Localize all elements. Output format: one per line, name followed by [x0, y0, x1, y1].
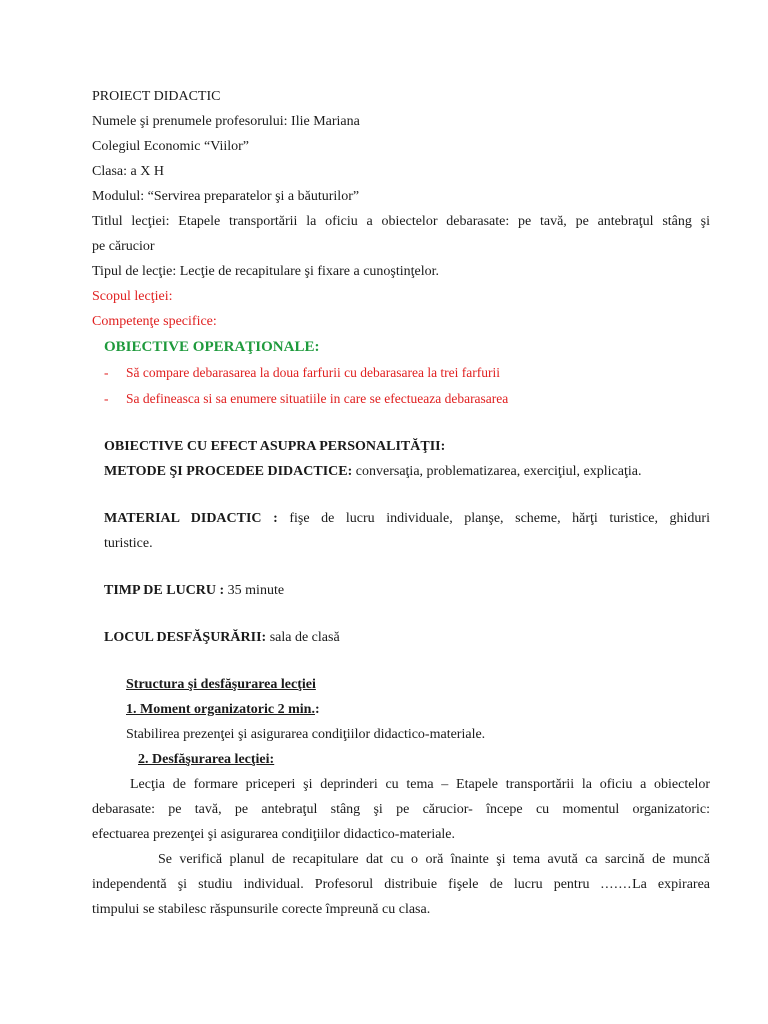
time-line	[104, 578, 710, 603]
bullet-dash: -	[104, 391, 109, 406]
lesson-title-line-1: Titlul lecţiei: Etapele transportării la oficiu a obiectelor debarasate: pe tavă, pe antebraţul stâng şi	[92, 214, 710, 229]
personality-objectives-label: OBIECTIVE CU EFECT ASUPRA PERSONALITĂŢII:	[104, 439, 446, 454]
paragraph-2-line-2-a: independentă şi studiu individual. Profesorul distribuie fişele de lucru pentru	[92, 877, 601, 892]
lesson-details	[92, 434, 710, 650]
paragraph-2-line-1: Se verifică planul de recapitulare dat cu o oră înainte şi tema avută ca sarcină de muncă	[158, 852, 710, 867]
objective-item	[104, 360, 710, 386]
methods-line	[104, 459, 710, 484]
material-line	[104, 506, 710, 531]
paragraph-2-dots: .......	[600, 877, 633, 892]
paragraph-2-line-2	[92, 872, 710, 897]
objective-text: Sa defineasca si sa enumere situatiile in care se efectueaza debarasarea	[126, 391, 509, 406]
operational-objectives-title: OBIECTIVE OPERAŢIONALE:	[104, 339, 320, 355]
objective-text: Să compare debarasarea la doua farfurii cu debarasarea la trei farfurii	[126, 365, 501, 380]
material-label: MATERIAL DIDACTIC :	[104, 511, 278, 526]
document-title: PROIECT DIDACTIC	[92, 89, 221, 104]
lesson-structure	[92, 672, 710, 922]
paragraph-2-line-3: timpului se stabilesc răspunsurile corecte împreună cu clasa.	[92, 902, 431, 917]
material-value-2: turistice.	[104, 536, 153, 551]
module-name: Modulul: “Servirea preparatelor şi a băuturilor”	[92, 189, 360, 204]
specific-competences: Competenţe specifice:	[92, 314, 217, 329]
lesson-type: Tipul de lecţie: Lecţie de recapitulare şi fixare a cunoştinţelor.	[92, 264, 440, 279]
material-value-1: fişe de lucru individuale, planşe, scheme, hărţi turistice, ghiduri	[277, 511, 710, 526]
bullet-dash: -	[104, 365, 109, 380]
step-1-text: Stabilirea prezenţei şi asigurarea condiţiilor didactico-materiale.	[126, 727, 486, 742]
step-1-colon: :	[314, 702, 320, 717]
place-line	[104, 625, 710, 650]
methods-value: conversaţia, problematizarea, exerciţiul, explicaţia.	[352, 464, 642, 479]
paragraph-1-line-3: efectuarea prezenţei şi asigurarea condiţiilor didactico-materiale.	[92, 827, 456, 842]
step-2-title: 2. Desfăşurarea lecţiei:	[138, 752, 275, 767]
class-name: Clasa: a X H	[92, 164, 164, 179]
paragraph-2-line-2-b: La expirarea	[632, 877, 710, 892]
paragraph-1-line-2: debarasate: pe tavă, pe antebraţul stâng şi pe cărucior- începe cu momentul organizatoric:	[92, 802, 710, 817]
step-1-heading	[126, 697, 710, 722]
lesson-title-line-2: pe cărucior	[92, 239, 155, 254]
structure-title: Structura şi desfăşurarea lecţiei	[126, 677, 316, 692]
methods-label: METODE ŞI PROCEDEE DIDACTICE:	[104, 464, 353, 479]
paragraph-1-line-1: Lecţia de formare priceperi şi deprinderi cu tema – Etapele transportării la oficiu a obiectelor	[130, 777, 710, 792]
lesson-scope: Scopul lecţiei:	[92, 289, 173, 304]
time-label: TIMP DE LUCRU :	[104, 583, 225, 598]
time-value: 35 minute	[224, 583, 285, 598]
step-1-title: 1. Moment organizatoric 2 min.	[126, 702, 315, 717]
place-value: sala de clasă	[266, 630, 340, 645]
operational-objectives	[92, 334, 710, 412]
objective-item	[104, 386, 710, 412]
teacher-name: Numele şi prenumele profesorului: Ilie Mariana	[92, 114, 360, 129]
school-name: Colegiul Economic “Viilor”	[92, 139, 250, 154]
place-label: LOCUL DESFĂŞURĂRII:	[104, 630, 267, 645]
